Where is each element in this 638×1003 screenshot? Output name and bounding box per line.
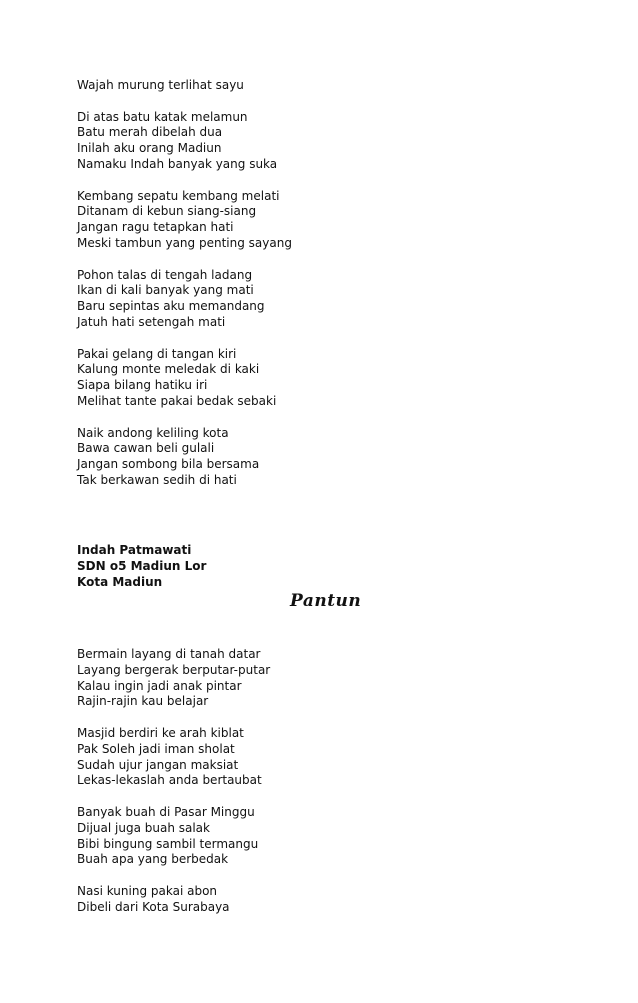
poem-line: Jatuh hati setengah mati bbox=[77, 314, 226, 329]
poem-line: Ditanam di kebun siang-siang bbox=[77, 204, 257, 219]
stanza bbox=[77, 647, 557, 710]
poem-line: Pak Soleh jadi iman sholat bbox=[77, 741, 235, 756]
poem-line: Kalung monte meledak di kaki bbox=[77, 362, 260, 377]
poem-title: Pantun bbox=[290, 591, 362, 611]
poem-line: Nasi kuning pakai abon bbox=[77, 883, 218, 898]
stanza bbox=[77, 805, 557, 868]
poem-line: Dijual juga buah salak bbox=[77, 820, 210, 835]
poem-line: Kalau ingin jadi anak pintar bbox=[77, 678, 242, 693]
author-city: Kota Madiun bbox=[77, 574, 163, 589]
poem-line: Masjid berdiri ke arah kiblat bbox=[77, 725, 244, 740]
poem-line: Banyak buah di Pasar Minggu bbox=[77, 804, 255, 819]
poem-part-one bbox=[77, 78, 557, 489]
poem-line: Pohon talas di tengah ladang bbox=[77, 267, 253, 282]
poem-part-two bbox=[77, 647, 557, 916]
stanza bbox=[77, 110, 557, 173]
author-name: Indah Patmawati bbox=[77, 543, 192, 557]
poem-line: Siapa bilang hatiku iri bbox=[77, 378, 208, 393]
author-info bbox=[77, 543, 557, 590]
stanza bbox=[77, 347, 557, 410]
poem-line: Dibeli dari Kota Surabaya bbox=[77, 899, 230, 914]
poem-line: Bibi bingung sambil termangu bbox=[77, 836, 259, 851]
poem-line: Sudah ujur jangan maksiat bbox=[77, 757, 239, 772]
poem-line: Batu merah dibelah dua bbox=[77, 125, 223, 140]
poem-line: Pakai gelang di tangan kiri bbox=[77, 346, 237, 361]
poem-line: Naik andong keliling kota bbox=[77, 425, 229, 440]
stanza bbox=[77, 884, 557, 916]
poem-line: Namaku Indah banyak yang suka bbox=[77, 156, 278, 171]
poem-line: Jangan ragu tetapkan hati bbox=[77, 220, 234, 235]
stanza bbox=[77, 268, 557, 331]
poem-line: Tak berkawan sedih di hati bbox=[77, 472, 237, 487]
poem-line: Lekas-lekaslah anda bertaubat bbox=[77, 773, 262, 788]
poem-line: Di atas batu katak melamun bbox=[77, 109, 248, 124]
poem-line: Bermain layang di tanah datar bbox=[77, 647, 261, 661]
poem-line: Meski tambun yang penting sayang bbox=[77, 235, 292, 250]
stanza bbox=[77, 78, 557, 94]
poem-line: Inilah aku orang Madiun bbox=[77, 141, 222, 156]
poem-line: Rajin-rajin kau belajar bbox=[77, 694, 209, 709]
poem-line: Kembang sepatu kembang melati bbox=[77, 188, 280, 203]
poem-line: Bawa cawan beli gulali bbox=[77, 441, 215, 456]
stanza bbox=[77, 726, 557, 789]
poem-line: Baru sepintas aku memandang bbox=[77, 299, 265, 314]
stanza bbox=[77, 426, 557, 489]
poem-line: Layang bergerak berputar-putar bbox=[77, 662, 271, 677]
poem-line: Jangan sombong bila bersama bbox=[77, 457, 260, 472]
poem-line: Wajah murung terlihat sayu bbox=[77, 78, 244, 92]
author-school: SDN o5 Madiun Lor bbox=[77, 558, 207, 573]
stanza bbox=[77, 189, 557, 252]
poem-line: Melihat tante pakai bedak sebaki bbox=[77, 393, 277, 408]
poem-line: Ikan di kali banyak yang mati bbox=[77, 283, 254, 298]
poem-line: Buah apa yang berbedak bbox=[77, 852, 229, 867]
